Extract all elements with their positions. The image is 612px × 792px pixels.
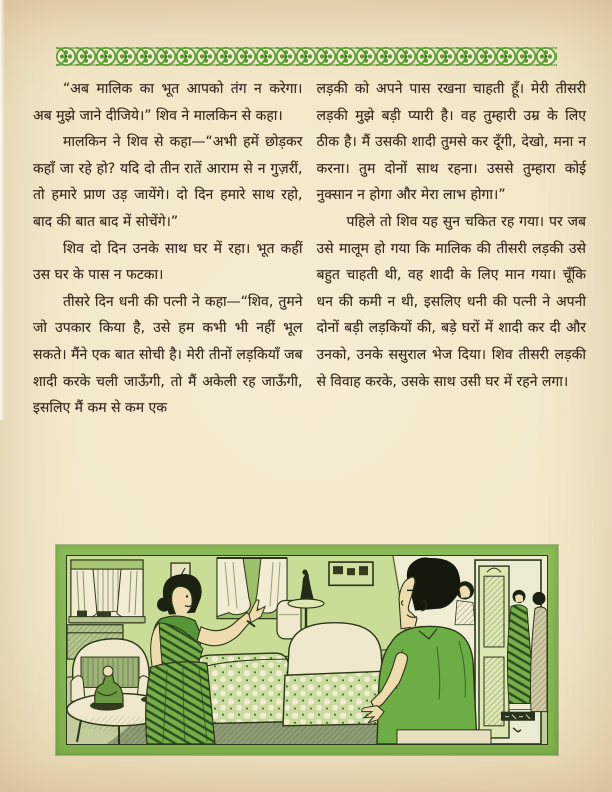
story-text (33, 76, 586, 542)
paragraph-4: तीसरे दिन धनी की पत्नी ने कहा—“शिव, तुमने जो उपकार किया है, उसे हम कभी भी नहीं भूल सकते। मैंने एक बात सोची है। मेरी तीनों लड़कियाँ जब शादी करके चली जाऊँगी, तो मैं अकेली रह जाऊँगी, इसलिए मैं कम से कम एक (33, 293, 303, 417)
story-illustration-frame (56, 545, 558, 755)
story-illustration (67, 556, 547, 744)
decorative-chain-border (56, 45, 557, 68)
paragraph-2: मालकिन ने शिव से कहा—“अभी हमें छोड़कर कहाँ जा रहे हो? यदि दो तीन रातें आराम से न गुज़रीं, तो हमारे प्राण उड़ जायेंगे। दो दिन हमारे साथ रहो, बाद की बात बाद में सोचेंगे।” (33, 134, 303, 230)
paragraph-1: “अब मालिक का भूत आपको तंग न करेगा। अब मुझे जाने दीजिये।” शिव ने मालकिन से कहा। (33, 81, 303, 124)
paragraph-3: शिव दो दिन उनके साथ घर में रहा। भूत कहीं उस घर के पास न फटका। (33, 240, 303, 284)
paragraph-6: पहिले तो शिव यह सुन चकित रह गया। पर जब उसे मालूम हो गया कि मालिक की तीसरी लड़की उसे बहुत चाहती थी, वह शादी के लिए मान गया। चूँकि धन की कमी न थी, इसलिए धनी की पत्नी ने अपनी दोनों बड़ी लड़कियों की, बड़े घरों में शादी कर दी और उनको, उनके ससुराल भेज दिया। शिव तीसरी लड़की से विवाह करके, उसके साथ उसी घर में रहने लगा। (316, 213, 586, 390)
paragraph-5: लड़की को अपने पास रखना चाहती हूँ। मेरी तीसरी लड़की मुझे बड़ी प्यारी है। वह तुम्हारी उम्र के लिए ठीक है। मैं उसकी शादी तुमसे कर दूँगी, देखो, मना न करना। तुम दोनों साथ रहना। उससे तुम्हारा कोई नुक्सान न होगा और मेरा लाभ होगा।” (316, 81, 586, 204)
left-column (33, 76, 303, 542)
wall-picture-large (329, 562, 373, 585)
right-column (317, 76, 587, 542)
window-left (69, 560, 145, 623)
chain-border-art (56, 45, 557, 68)
